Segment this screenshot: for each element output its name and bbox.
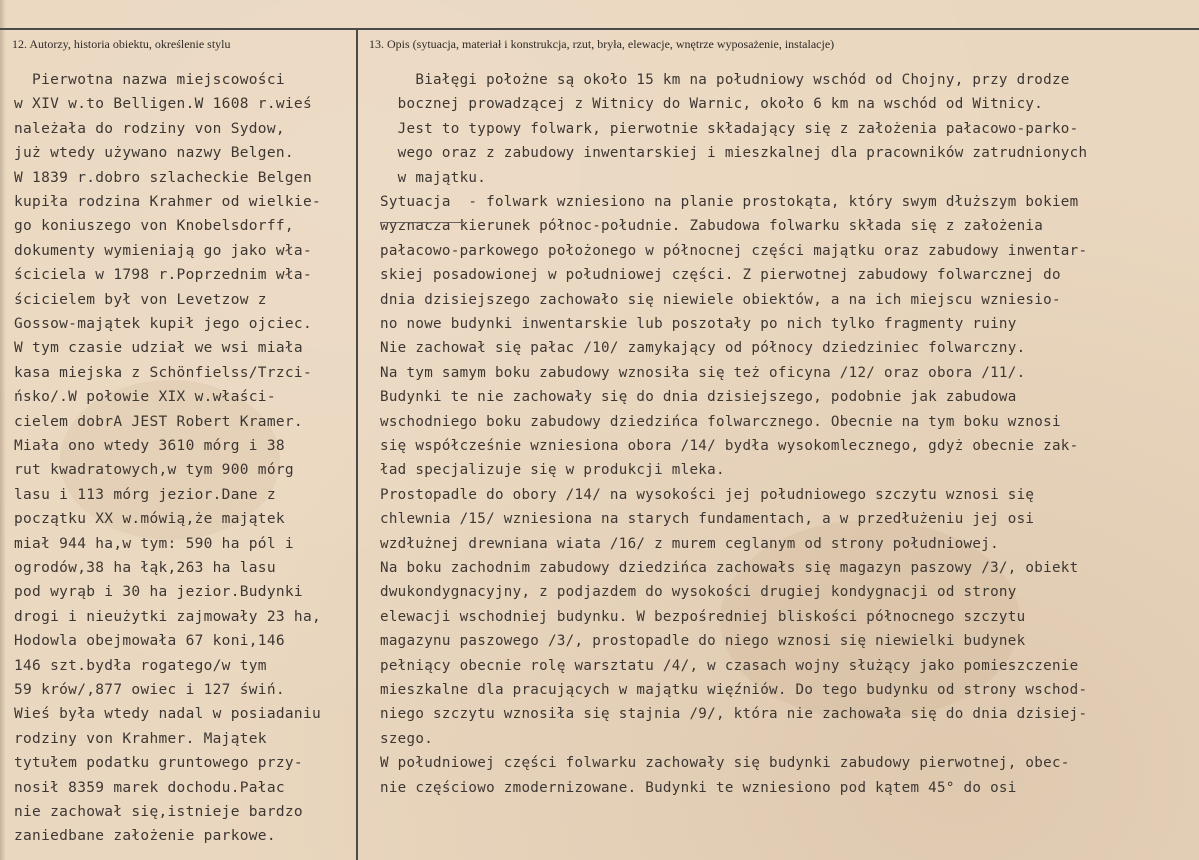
- text-line: go koniuszego von Knobelsdorff,: [14, 218, 294, 235]
- text-line: magazynu paszowego /3/, prostopadle do niego wznosi się niewielki budynek: [380, 633, 1026, 650]
- text-line: bocznej prowadzącej z Witnicy do Warnic, około 6 km na wschód od Witnicy.: [380, 96, 1044, 113]
- text-line: początku XX w.mówią,że majątek: [14, 511, 285, 528]
- text-line: w XIV w.to Belligen.W 1608 r.wieś: [14, 96, 312, 113]
- text-line: kupiła rodzina Krahmer od wielkie-: [14, 194, 322, 210]
- text-line: Sytuacja - folwark wzniesiono na planie prostokąta, który swym dłuższym bokiem: [380, 194, 1079, 210]
- text-line: wego oraz z zabudowy inwentarskiej i mieszkalnej dla pracowników zatrudnionych: [380, 145, 1088, 162]
- text-line: no nowe budynki inwentarskie lub poszotały po nich tylko fragmenty ruiny: [380, 316, 1017, 332]
- text-line: kasa miejska z Schönfielss/Trzci-: [14, 364, 312, 381]
- text-line: W 1839 r.dobro szlacheckie Belgen: [14, 169, 312, 186]
- text-line: skiej posadowionej w południowej części. Z pierwotnej zabudowy folwarcznej do: [380, 267, 1061, 284]
- text-line: Budynki te nie zachowały się do dnia dzisiejszego, podobnie jak zabudowa: [380, 389, 1017, 406]
- page-edge-shadow: [0, 0, 6, 860]
- text-line: Na boku zachodnim zabudowy dziedzińca zachowałs się magazyn paszowy /3/, obiekt: [380, 560, 1079, 576]
- text-line: pełniący obecnie rolę warsztatu /4/, w czasach wojny służący jako pomieszczenie: [380, 657, 1079, 674]
- text-line: nie częściowo zmodernizowane. Budynki te wzniesiono pod kątem 45° do osi: [380, 779, 1017, 796]
- text-line: 59 krów/,877 owiec i 127 świń.: [14, 682, 285, 698]
- text-line: lasu i 113 mórg jezior.Dane z: [14, 486, 276, 503]
- text-line: miał 944 ha,w tym: 590 ha pól i: [14, 535, 294, 552]
- text-line: Gossow-majątek kupił jego ojciec.: [14, 316, 312, 332]
- text-line: ład specjalizuje się w produkcji mleka.: [380, 462, 725, 479]
- text-line: już wtedy używano nazwy Belgen.: [14, 145, 294, 162]
- text-line: W południowej części folwarku zachowały się budynki zabudowy pierwotnej, obec-: [380, 755, 1070, 772]
- text-line: wyznacza kierunek północ-południe. Zabudowa folwarku składa się z założenia: [380, 218, 1044, 235]
- form-top-rule: [0, 28, 1199, 30]
- text-line: Na tym samym boku zabudowy wznosiła się też oficyna /12/ oraz obora /11/.: [380, 364, 1026, 381]
- text-line: Jest to typowy folwark, pierwotnie składający się z założenia pałacowo-parko-: [380, 120, 1079, 137]
- text-line: należała do rodziny von Sydow,: [14, 120, 285, 137]
- text-line: Wieś była wtedy nadal w posiadaniu: [14, 706, 322, 723]
- text-line: dwukondygnacyjny, z podjazdem do wysokości drugiej kondygnacji od strony: [380, 584, 1017, 601]
- section-12-heading: 12. Autorzy, historia obiektu, określenie stylu: [12, 37, 231, 51]
- text-line: rut kwadratowych,w tym 900 mórg: [14, 462, 294, 479]
- text-line: dnia dzisiejszego zachowało się niewiele obiektów, a na ich miejscu wzniesio-: [380, 291, 1061, 308]
- text-line: pod wyrąb i 30 ha jezior.Budynki: [14, 584, 303, 601]
- text-line: mieszkalne dla pracujących w majątku więźniów. Do tego budynku od strony wschod-: [380, 682, 1088, 698]
- text-line: nie zachował się,istnieje bardzo: [14, 804, 303, 820]
- text-line: ścicielem był von Levetzow z: [14, 291, 267, 308]
- text-line: nosił 8359 marek dochodu.Pałac: [14, 779, 285, 796]
- text-line: Hodowla obejmowała 67 koni,146: [14, 633, 285, 650]
- text-line: rodziny von Krahmer. Majątek: [14, 730, 267, 747]
- text-line: Miała ono wtedy 3610 mórg i 38: [14, 438, 285, 454]
- text-line: cielem dobrA JEST Robert Kramer.: [14, 413, 303, 430]
- text-line: się współcześnie wzniesiona obora /14/ bydła wysokomlecznego, gdyż obecnie zak-: [380, 438, 1079, 454]
- text-line: Prostopadle do obory /14/ na wysokości jej południowego szczytu wznosi się: [380, 486, 1035, 503]
- text-line: dokumenty wymieniają go jako wła-: [14, 242, 312, 259]
- text-line: Pierwotna nazwa miejscowości: [14, 72, 285, 88]
- section-13-heading: 13. Opis (sytuacja, materiał i konstrukcja, rzut, bryła, elewacje, wnętrze wyposażenie, instalacje): [369, 37, 835, 51]
- text-line: ogrodów,38 ha łąk,263 ha lasu: [14, 560, 276, 576]
- text-line: ściciela w 1798 r.Poprzednim wła-: [14, 267, 312, 284]
- text-line: W tym czasie udział we wsi miała: [14, 340, 303, 357]
- column-divider: [356, 28, 358, 860]
- text-line: szego.: [380, 730, 434, 747]
- text-line: wzdłużnej drewniana wiata /16/ z murem ceglanym od strony południowej.: [380, 535, 999, 552]
- text-line: tytułem podatku gruntowego przy-: [14, 755, 303, 772]
- text-line: Nie zachował się pałac /10/ zamykający od północy dziedziniec folwarczny.: [380, 340, 1026, 357]
- text-line: niego szczytu wznosiła się stajnia /9/, która nie zachowała się do dnia dzisiej-: [380, 706, 1088, 723]
- text-line: wschodniego boku zabudowy dziedzińca folwarcznego. Obecnie na tym boku wznosi: [380, 413, 1061, 430]
- text-line: drogi i nieużytki zajmowały 23 ha,: [14, 608, 322, 625]
- text-line: zaniedbane założenie parkowe.: [14, 828, 276, 845]
- text-line: elewacji wschodniej budynku. W bezpośredniej bliskości północnego szczytu: [380, 608, 1026, 625]
- text-line: w majątku.: [380, 169, 487, 186]
- text-line: ńsko/.W połowie XIX w.właści-: [14, 389, 276, 406]
- text-line: chlewnia /15/ wzniesiona na starych fundamentach, a w przedłużeniu jej osi: [380, 511, 1035, 528]
- text-line: pałacowo-parkowego położonego w północnej części majątku oraz zabudowy inwentar-: [380, 242, 1088, 259]
- text-line: 146 szt.bydła rogatego/w tym: [14, 657, 267, 674]
- sytuacja-underline: [380, 222, 464, 223]
- text-line: Białęgi położne są około 15 km na południowy wschód od Chojny, przy drodze: [380, 72, 1070, 88]
